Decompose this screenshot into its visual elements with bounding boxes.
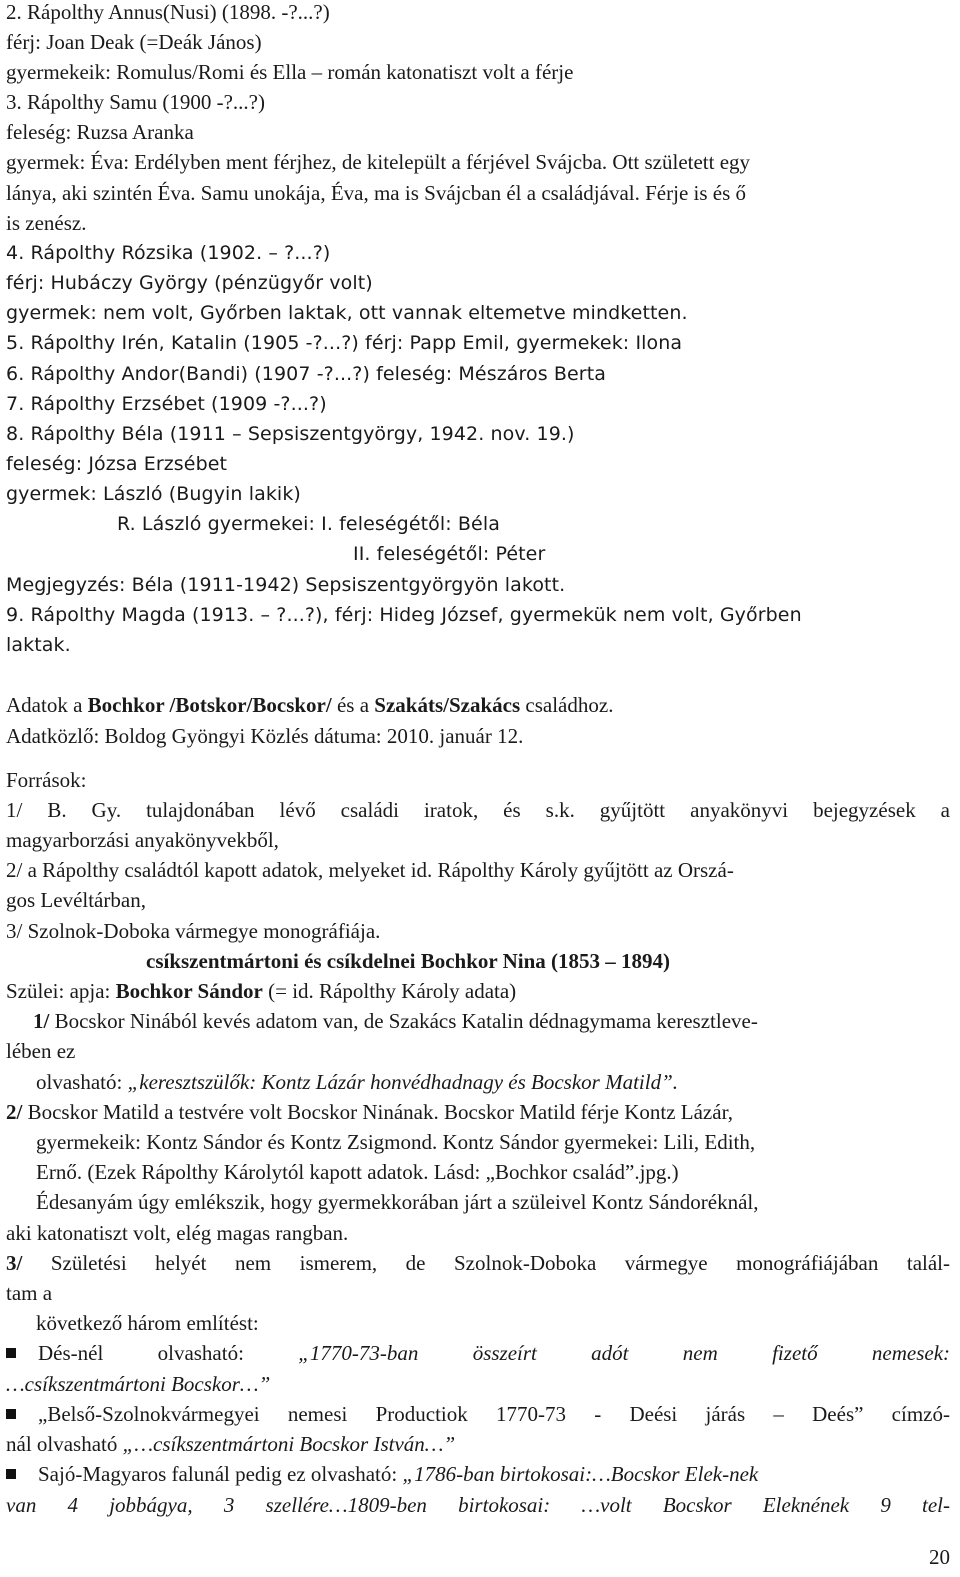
text-line [33, 1006, 960, 1036]
text-span: olvasható: [36, 1070, 128, 1094]
text-line: 3/ Szolnok-Doboka vármegye monográfiája. [6, 919, 381, 943]
bold-span: csíkszentmártoni és csíkdelnei Bochkor Nina (1853 – 1894) [146, 949, 671, 973]
text-line [6, 1429, 950, 1459]
text-line: 8. Rápolthy Béla (1911 – Sepsiszentgyörgy, 1942. nov. 19.) [6, 423, 575, 445]
text-line: következő három említést: [36, 1311, 259, 1335]
text-span: Szülei: apja: [6, 979, 116, 1003]
text-line [6, 1369, 950, 1399]
text-span: családhoz. [520, 693, 614, 717]
text-line: feleség: Ruzsa Aranka [6, 120, 194, 144]
italic-span: „…csíkszentmártoni Bocskor István…” [122, 1432, 456, 1456]
italic-span: …csíkszentmártoni Bocskor…” [6, 1372, 271, 1396]
page-number: 20 [929, 1545, 950, 1569]
text-span: Adatok a [6, 693, 88, 717]
text-line [6, 1248, 950, 1278]
text-line: gyermek: nem volt, Győrben laktak, ott vannak eltemetve mindketten. [6, 302, 688, 324]
text-span: Bocskor Matild a testvére volt Bocskor Ninának. Bocskor Matild férje Kontz Lázár, [22, 1100, 733, 1124]
bullet-item [6, 1459, 950, 1489]
text-span: és a [331, 693, 375, 717]
square-bullet-icon [6, 1469, 16, 1479]
italic-span: „1786-ban birtokosai:…Bocskor Elek-nek [402, 1462, 759, 1486]
text-line: 7. Rápolthy Erzsébet (1909 -?...?) [6, 393, 327, 415]
bullet-item [6, 1399, 950, 1429]
text-span: „Belső-Szolnokvármegyei nemesi Productiok 1770-73 - Deési járás – Deés” címzó- [38, 1402, 950, 1426]
text-line [6, 976, 950, 1006]
subheading [146, 946, 960, 976]
text-line: Ernő. (Ezek Rápolthy Károlytól kapott adatok. Lásd: „Bochkor család”.jpg.) [36, 1160, 679, 1184]
bold-span: 3/ [6, 1251, 23, 1275]
text-line: Édesanyám úgy emlékszik, hogy gyermekkorában járt a szüleivel Kontz Sándoréknál, [36, 1190, 759, 1214]
text-line: gyermekeik: Kontz Sándor és Kontz Zsigmond. Kontz Sándor gyermekei: Lili, Edith, [36, 1130, 756, 1154]
bold-span: Szakáts/Szakács [374, 693, 521, 717]
text-line: Megjegyzés: Béla (1911-1942) Sepsiszentgyörgyön lakott. [6, 574, 566, 596]
italic-span: „1770-73-ban összeírt adót nem fizető nemesek: [298, 1341, 951, 1365]
text-line: feleség: Józsa Erzsébet [6, 453, 228, 475]
text-line: Források: [6, 768, 87, 792]
bold-span: Bochkor Sándor [115, 979, 263, 1003]
bold-span: 1/ [33, 1009, 50, 1033]
text-span: nál olvasható [6, 1432, 123, 1456]
text-line: gyermek: László (Bugyin lakik) [6, 483, 301, 505]
square-bullet-icon [6, 1409, 16, 1419]
text-line [36, 1067, 960, 1097]
text-line: gos Levéltárban, [6, 888, 146, 912]
text-line: 1/ B. Gy. tulajdonában lévő családi iratok, és s.k. gyűjtött anyakönyvi bejegyzések a [6, 798, 950, 822]
text-span: Születési helyét nem ismerem, de Szolnok-Doboka vármegye monográfiájában talál- [22, 1251, 950, 1275]
text-line: férj: Joan Deak (=Deák János) [6, 30, 262, 54]
text-span: (= id. Rápolthy Károly adata) [262, 979, 517, 1003]
text-line: 6. Rápolthy Andor(Bandi) (1907 -?...?) feleség: Mészáros Berta [6, 363, 607, 385]
text-line [6, 1490, 950, 1520]
text-line: R. László gyermekei: I. feleségétől: Béla [117, 513, 500, 535]
text-line: 4. Rápolthy Rózsika (1902. – ?...?) [6, 242, 331, 264]
bold-span: 2/ [6, 1100, 23, 1124]
text-line: férj: Hubáczy György (pénzügyőr volt) [6, 272, 373, 294]
text-line: II. feleségétől: Péter [353, 543, 546, 565]
heading-line [6, 690, 950, 720]
text-span: Dés-nél olvasható: [38, 1341, 299, 1365]
bold-span: Bochkor /Botskor/Bocskor/ [87, 693, 332, 717]
text-line: gyermek: Éva: Erdélyben ment férjhez, de kitelepült a férjével Svájcba. Ott született egy [6, 150, 751, 174]
text-span: Sajó-Magyaros falunál pedig ez olvasható: [38, 1462, 403, 1486]
text-line: 9. Rápolthy Magda (1913. – ?...?), férj: Hideg József, gyermekük nem volt, Győrben [6, 604, 802, 626]
text-line: lében ez [6, 1039, 76, 1063]
text-line: tam a [6, 1281, 53, 1305]
text-line: 2/ a Rápolthy családtól kapott adatok, melyeket id. Rápolthy Károly gyűjtött az Orszá- [6, 858, 734, 882]
text-line: magyarborzási anyakönyvekből, [6, 828, 279, 852]
bullet-item [6, 1338, 950, 1368]
text-line: 5. Rápolthy Irén, Katalin (1905 -?...?) férj: Papp Emil, gyermekek: Ilona [6, 332, 683, 354]
text-line: 3. Rápolthy Samu (1900 -?...?) [6, 90, 265, 114]
text-line: aki katonatiszt volt, elég magas rangban. [6, 1221, 349, 1245]
text-line: lánya, aki szintén Éva. Samu unokája, Éva, ma is Svájcban él a családjával. Férje is és ő [6, 181, 747, 205]
text-line: laktak. [6, 634, 71, 656]
italic-span: van 4 jobbágya, 3 szellére…1809-ben birtokosai: …volt Bocskor Eleknének 9 tel- [6, 1493, 950, 1517]
square-bullet-icon [6, 1348, 16, 1358]
text-line [6, 1097, 950, 1127]
text-line: is zenész. [6, 211, 87, 235]
text-span: Bocskor Ninából kevés adatom van, de Szakács Katalin dédnagymama keresztleve- [49, 1009, 758, 1033]
text-line: 2. Rápolthy Annus(Nusi) (1898. -?...?) [6, 0, 330, 24]
text-line: Adatközlő: Boldog Gyöngyi Közlés dátuma: 2010. január 12. [6, 724, 524, 748]
text-line: gyermekeik: Romulus/Romi és Ella – román katonatiszt volt a férje [6, 60, 574, 84]
italic-span: „keresztszülők: Kontz Lázár honvédhadnagy és Bocskor Matild”. [127, 1070, 679, 1094]
